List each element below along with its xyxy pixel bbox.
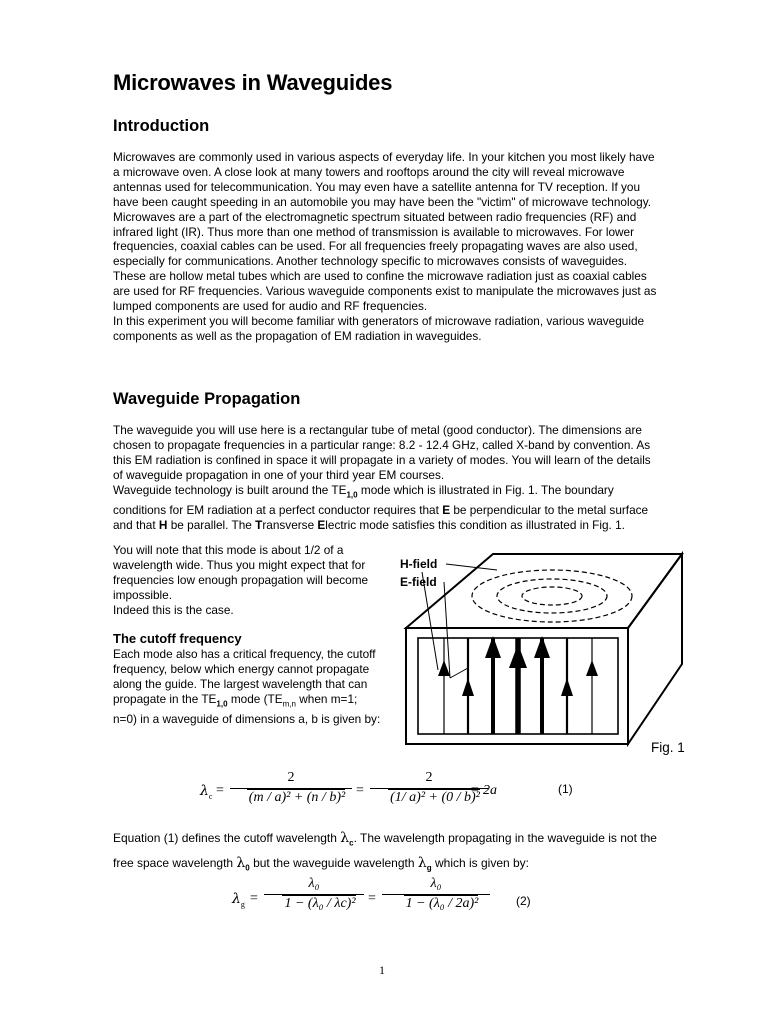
e-field-leader-2 xyxy=(450,668,468,678)
eq1-equals-1: = xyxy=(216,783,224,798)
propagation-paragraph-1: The waveguide you will use here is a rectangular tube of metal (good conductor). The dimensions are chosen to propagate frequencies in a particular range: 8.2 - 12.4 GHz, called X-band by convention. As this EM radiation is confined in space it will propagate in a variety of modes. You will learn of the details of waveguide propagation in one of your third year EM courses. xyxy=(113,423,651,482)
h-field-loop-middle xyxy=(497,579,607,613)
eq1-fraction-1: 2 (m / a)² + (n / b)² xyxy=(230,770,352,806)
cutoff-heading: The cutoff frequency xyxy=(113,631,242,646)
indeed-paragraph: Indeed this is the case. xyxy=(113,602,234,617)
mode-text xyxy=(113,543,391,618)
equation-explanation: Equation (1) defines the cutoff wavelength $\lambda_c$. The wavelength propagating in the waveguide is not the free space wavelength $\lambda_0$ but the waveguide wavelength $\lambda_g$ which is given by: xyxy=(113,830,657,873)
propagation-text xyxy=(113,423,658,533)
intro-text xyxy=(113,150,658,344)
mode-paragraph: You will note that this mode is about 1/2 of a wavelength wide. Thus you might expect that for frequencies low enough propagation will become impossible. xyxy=(113,543,369,602)
h-field-loop-outer xyxy=(472,570,632,622)
h-field-label: H-field xyxy=(400,557,438,571)
eq2-fraction-1: λ₀ 1 − (λ₀ / λc)² xyxy=(264,876,364,912)
waveguide-side-face xyxy=(628,554,682,744)
propagation-heading: Waveguide Propagation xyxy=(113,390,301,408)
waveguide-top-face xyxy=(406,554,682,628)
intro-paragraph-3: In this experiment you will become familiar with generators of microwave radiation, various waveguide components as well as the propagation of EM radiation in waveguides. xyxy=(113,313,645,343)
figure-caption: Fig. 1 xyxy=(651,740,685,755)
intro-heading: Introduction xyxy=(113,117,210,135)
equation-1 xyxy=(200,770,540,820)
eq1-lhs: $\lambda_c$ xyxy=(200,783,213,801)
equation-2 xyxy=(232,876,492,926)
equation-2-number: (2) xyxy=(516,894,531,908)
eq1-fraction-2: 2 (1/ a)² + (0 / b)² xyxy=(370,770,488,806)
intro-paragraph-1: Microwaves are commonly used in various aspects of everyday life. In your kitchen you most likely have a microwave oven. A close look at many towers and rooftops around the city will reveal microwave antennas used for telecommunication. You may even have a satellite antenna for TV reception. If you have been caught speeding in an automobile you may have been the "victim" of microwave technology. xyxy=(113,150,655,209)
intro-paragraph-2: Microwaves are a part of the electromagnetic spectrum situated between radio frequencies (RF) and infrared light (IR). Thus more than one method of transmission is available to microwaves. For lower frequencies, coaxial cables can be used. For all frequencies freely propagating waves are also used, especially for communications. Another technology specific to microwaves consists of waveguides. These are hollow metal tubes which are used to confine the microwave radiation just as coaxial cables are used for RF frequencies. Various waveguide components exist to manipulate the microwaves just as lumped components are used for audio and RF frequencies. xyxy=(113,209,657,314)
e-field-label: E-field xyxy=(400,575,437,589)
eq2-fraction-2: λ₀ 1 − (λ₀ / 2a)² xyxy=(382,876,490,912)
propagation-paragraph-2: Waveguide technology is built around the $TE_{1,0}$ mode which is illustrated in Fig. 1. The boundary conditions for EM radiation at a perfect conductor requires that E be perpendicular to the metal surface and that H be parallel. The Transverse Electric mode satisfies this condition as illustrated in Fig. 1. xyxy=(113,482,649,532)
eq2-lhs: $\lambda_g$ xyxy=(232,891,245,909)
page-title: Microwaves in Waveguides xyxy=(113,70,393,95)
h-field-leader xyxy=(446,564,497,570)
waveguide-figure xyxy=(392,548,692,778)
h-field-loop-inner xyxy=(522,587,582,605)
page-number: 1 xyxy=(379,963,385,977)
cutoff-text xyxy=(113,647,383,727)
eq1-rhs: = 2a xyxy=(470,783,497,798)
cutoff-paragraph: Each mode also has a critical frequency, the cutoff frequency, below which energy cannot propagate along the guide. The largest wavelength that can propagate in the $TE_{1,0}$ mode ($TE_{m,n}$ when m=1; n=0) in a waveguide of dimensions a, b is given by: xyxy=(113,647,381,726)
equation-1-number: (1) xyxy=(558,782,573,796)
eq2-equals-2: = xyxy=(368,891,376,906)
eq1-equals-2: = xyxy=(356,783,364,798)
eq2-equals-1: = xyxy=(250,891,258,906)
